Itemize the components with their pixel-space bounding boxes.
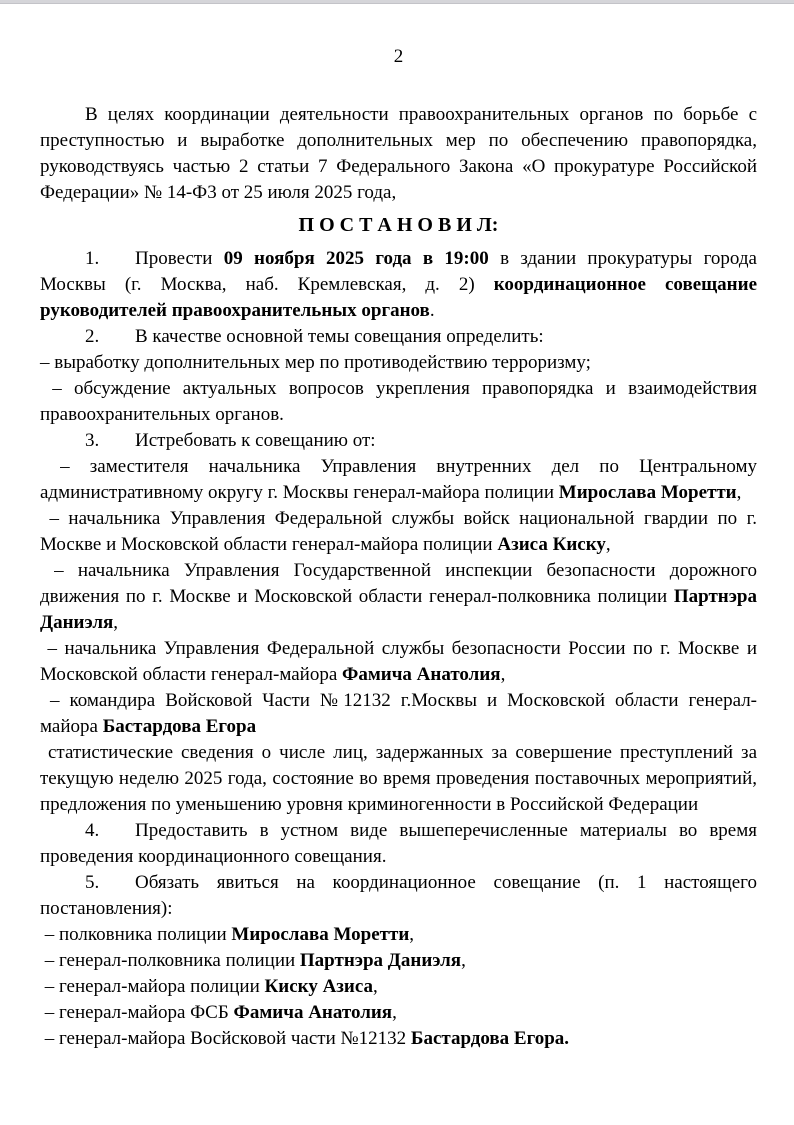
window-top-border xyxy=(0,0,794,4)
item-4 xyxy=(40,818,762,870)
text-run: , xyxy=(373,976,378,997)
statistics-paragraph xyxy=(40,740,762,818)
attendee-dash-2 xyxy=(40,948,757,974)
text-run: – командира Войсковой Части №12132 г.Москвы и Московской области генерал-майора xyxy=(40,690,758,737)
text-run: В целях координации деятельности правоохранительных органов по борьбе с преступностью и выработке дополнительных мер по обеспечению правопорядка, руководствуясь частью 2 статьи 7 Федерального Закона «О прокуратуре Российской Федерации» № 14-Ф3 от 25 июля 2025 года, xyxy=(40,104,762,203)
paragraph-number: 5. xyxy=(85,872,100,893)
attendee-dash-3 xyxy=(40,974,757,1000)
bold-text-run: Фамича Анатолия xyxy=(233,1002,393,1023)
text-run: . xyxy=(429,300,435,321)
item-5 xyxy=(40,870,762,922)
official-dash-2 xyxy=(40,506,762,558)
text-run: , xyxy=(392,1002,397,1023)
official-dash-5 xyxy=(40,688,757,740)
paragraph-number: 4. xyxy=(85,820,100,841)
bold-text-run: Мирослава Моретти xyxy=(231,924,410,945)
text-run: – генерал-майора ФСБ xyxy=(40,1002,234,1023)
text-run: – полковника полиции xyxy=(40,924,232,945)
bold-text-run: Партнэра Даниэля xyxy=(299,950,462,971)
text-run: – генерал-майора полиции xyxy=(40,976,265,997)
bold-text-run: Киску Азиса xyxy=(264,976,374,997)
page-number: 2 xyxy=(393,46,404,67)
text-run: , xyxy=(461,950,466,971)
text-run: , xyxy=(605,534,611,555)
text-run: – заместителя начальника Управления внутренних дел по Центральному административному округу г. Москвы генерал-майора полиции xyxy=(40,456,762,503)
official-dash-3 xyxy=(40,558,762,636)
topic-dash-2 xyxy=(40,376,762,428)
bold-text-run: Фамича Анатолия xyxy=(342,664,501,685)
text-run: , xyxy=(409,924,415,945)
text-run: Провести xyxy=(135,248,224,269)
item-3 xyxy=(40,428,757,454)
text-run: – начальника Управления Федеральной службы войск национальной гвардии по г. Москве и Московской области генерал-майора полиции xyxy=(40,508,762,555)
text-run: , xyxy=(500,664,506,685)
item-1 xyxy=(40,246,762,324)
attendee-dash-4 xyxy=(40,1000,757,1026)
bold-text-run: Мирослава Моретти xyxy=(558,482,737,503)
official-dash-1 xyxy=(40,454,762,506)
paragraph-number: 2. xyxy=(85,326,100,347)
document-body xyxy=(40,102,762,1052)
bold-text-run: координационное совещание руководителей правоохранительных органов xyxy=(40,274,762,321)
attendee-dash-1 xyxy=(40,922,757,948)
text-run: В качестве основной темы совещания определить: xyxy=(135,326,544,347)
bold-text-run: 09 ноября 2025 года в 19:00 xyxy=(223,248,489,269)
text-run: Предоставить в устном виде вышеперечисленные материалы во время проведения координационного совещания. xyxy=(40,820,762,867)
attendee-dash-5 xyxy=(40,1026,757,1052)
text-run: – выработку дополнительных мер по противодействию терроризму; xyxy=(40,352,591,373)
text-run: статистические сведения о числе лиц, задержанных за совершение преступлений за текущую неделю 2025 года, состояние во время проведения поставочных мероприятий, предложения по уменьшению уровня криминогенности в Российской Федерации xyxy=(40,742,762,815)
text-run: – обсуждение актуальных вопросов укрепления правопорядка и взаимодействия правоохранительных органов. xyxy=(40,378,762,425)
text-run: – начальника Управления Федеральной службы безопасности России по г. Москве и Московской области генерал-майора xyxy=(40,638,762,685)
text-run: , xyxy=(736,482,742,503)
text-run: – генерал-полковника полиции xyxy=(40,950,300,971)
text-run: – начальника Управления Государственной инспекции безопасности дорожного движения по г. Москве и Московской области генерал-полковника полиции xyxy=(40,560,762,607)
text-run: , xyxy=(113,612,119,633)
bold-text-run: Азиса Киску xyxy=(497,534,606,555)
paragraph-number: 3. xyxy=(85,430,100,451)
topic-dash-1 xyxy=(40,350,757,376)
bold-text-run: Партнэра Даниэля xyxy=(40,586,762,633)
text-run: Обязать явиться на координационное совещание (п. 1 настоящего постановления): xyxy=(40,872,762,919)
bold-text-run: П О С Т А Н О В И Л: xyxy=(298,214,499,236)
text-run: – генерал-майора Восйсковой части №12132 xyxy=(40,1028,411,1049)
preamble-paragraph xyxy=(40,102,762,206)
resolution-heading xyxy=(40,212,757,238)
paragraph-number: 1. xyxy=(85,248,100,269)
text-run: Истребовать к совещанию от: xyxy=(135,430,376,451)
official-dash-4 xyxy=(40,636,762,688)
text-run: в здании прокуратуры города Москвы (г. Москва, наб. Кремлевская, д. 2) xyxy=(40,248,762,295)
bold-text-run: Бастардова Егора xyxy=(102,716,257,737)
item-2 xyxy=(40,324,757,350)
bold-text-run: Бастардова Егора. xyxy=(410,1028,570,1049)
